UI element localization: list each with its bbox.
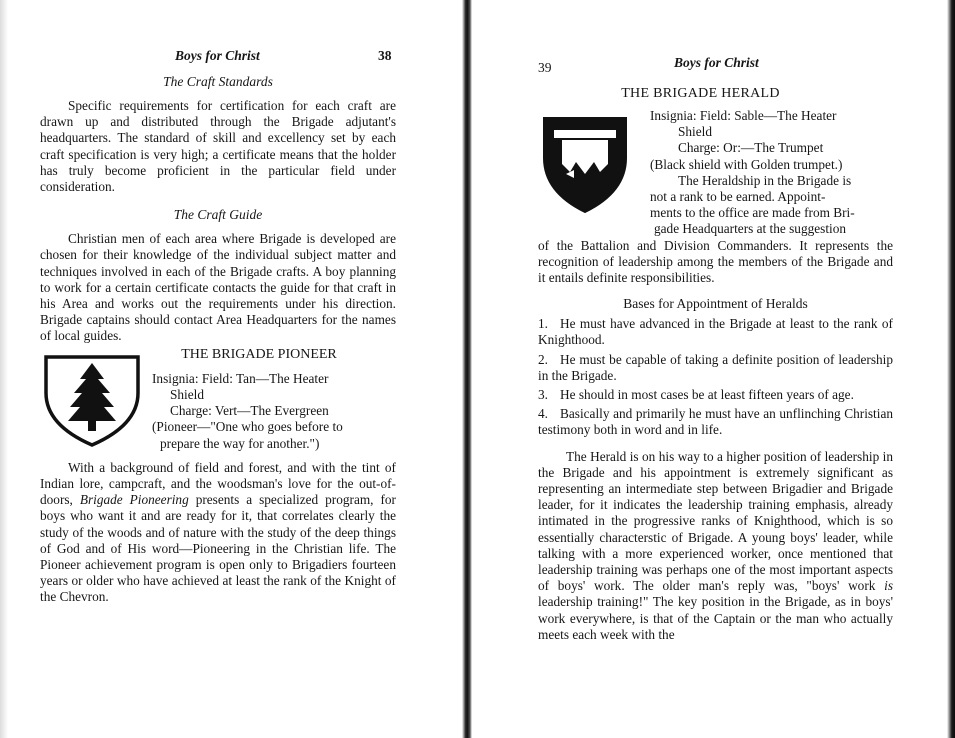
list-item <box>538 316 893 348</box>
craft-standards-paragraph: Specific requirements for certification for each craft are drawn up and distributed through the Brigade adjutant's headquarters. The standard of skill and excellency set by each craft specification is very high; a certificate means that the holder has truly become proficient in the particular field under consideration. <box>40 98 396 195</box>
bases-list <box>538 316 893 438</box>
list-item <box>538 406 893 438</box>
craft-guide-heading: The Craft Guide <box>173 207 263 223</box>
herald-insignia-cont: Shield <box>678 124 712 140</box>
right-page <box>538 52 893 643</box>
herald-path-italic: is <box>884 578 893 594</box>
list-item-text: He must have advanced in the Brigade at least to the rank of Knighthood. <box>538 316 893 348</box>
list-item-number: 2. <box>538 351 548 367</box>
pioneer-charge: Charge: Vert—The Evergreen <box>170 403 329 419</box>
herald-side-line-3: ments to the office are made from Bri- <box>650 205 855 221</box>
left-page <box>40 40 396 606</box>
herald-path-part1: The Herald is on his way to a higher position of leadership in the Brigade and his appointment is extremely significant as representing an intermediate step between Brigadier and Brigade leader, for it indicates the leadership training emphasis, already intimated in the progressive ranks of Knighthood, which is so essentially characterstic of Brigade. A young boys' leader, while talking with a more experienced worker, once mentioned that leadership training was perhaps one of the most important aspects of boys' work. The older man's reply was, "boys' work <box>538 448 893 594</box>
running-title: Boys for Christ <box>674 55 759 70</box>
book-left-edge <box>0 0 8 738</box>
pioneer-insignia: Insignia: Field: Tan—The Heater <box>152 370 329 386</box>
pioneer-note-2: prepare the way for another.") <box>160 435 320 451</box>
list-item <box>538 352 893 384</box>
list-item-number: 3. <box>538 387 548 403</box>
list-item-text: He should in most cases be at least fifteen years of age. <box>560 387 854 403</box>
herald-side-line-4: gade Headquarters at the suggestion <box>654 221 846 237</box>
craft-standards-heading: The Craft Standards <box>163 74 273 89</box>
pioneer-heading: THE BRIGADE PIONEER <box>181 346 337 362</box>
right-running-head <box>538 52 893 76</box>
list-item-text: He must be capable of taking a definite position of leadership in the Brigade. <box>538 351 893 383</box>
pioneer-note-1: (Pioneer—"One who goes before to <box>152 419 343 435</box>
list-item-text: Basically and primarily he must have an unflinching Christian testimony both in word and in life. <box>538 406 893 438</box>
trumpet-banner-shield-icon <box>538 108 650 218</box>
herald-charge: Charge: Or:—The Trumpet <box>678 140 824 156</box>
page-number: 39 <box>538 60 552 75</box>
herald-note: (Black shield with Golden trumpet.) <box>650 156 843 172</box>
book-right-edge <box>947 0 955 738</box>
pioneer-paragraph <box>40 460 396 606</box>
list-item-number: 4. <box>538 406 548 422</box>
herald-heading: THE BRIGADE HERALD <box>621 86 780 101</box>
list-item <box>538 387 893 403</box>
herald-insignia: Insignia: Field: Sable—The Heater <box>650 108 837 123</box>
pioneer-emblem-block <box>40 345 396 452</box>
herald-side-line-2: not a rank to be earned. Appoint- <box>650 189 826 205</box>
list-item-number: 1. <box>538 316 548 332</box>
herald-paragraph-cont: of the Battalion and Division Commanders. It represents the recognition of leadership among the members of the Brigade and it entails definite responsibilities. <box>538 237 893 286</box>
pioneer-insignia-cont: Shield <box>170 387 204 403</box>
book-spine <box>462 0 472 738</box>
herald-side-line-1: The Heraldship in the Brigade is <box>678 172 852 188</box>
herald-emblem-block <box>538 108 893 238</box>
page-number: 38 <box>378 48 392 63</box>
craft-guide-paragraph: Christian men of each area where Brigade is developed are chosen for their knowledge of the individual subject matter and techniques involved in each of the Brigade crafts. A boy planning to work for a certain certificate contacts the guide for that craft in his Area and works out the requirements under his direction. Brigade captains should contact Area Headquarters for the names of local guides. <box>40 231 396 344</box>
herald-path-paragraph <box>538 449 893 643</box>
herald-path-part2: leadership training!" The key position in the Brigade, as in boys' work everywhere, is that of the Captain or the man who actually meets each week with the <box>538 594 893 642</box>
pioneer-paragraph-part1: With a background of field and forest, and with the tint of Indian lore, campcraft, and the woodsman's love for the out-of-doors, <box>40 459 396 508</box>
running-title: Boys for Christ <box>175 48 260 63</box>
left-running-head <box>40 40 396 64</box>
pioneer-paragraph-part2: presents a specialized program, for boys who want it and are ready for it, that correlates clearly the study of the woods and of nature with the study of the deep things of God and of His word—Pioneering in the Christian life. The Pioneer achievement program is open only to Brigadiers fourteen years or older who have achieved at least the rank of the Knight of the Chevron. <box>40 492 396 605</box>
pioneer-paragraph-italic: Brigade Pioneering <box>79 492 189 508</box>
bases-heading: Bases for Appointment of Heralds <box>623 296 808 312</box>
